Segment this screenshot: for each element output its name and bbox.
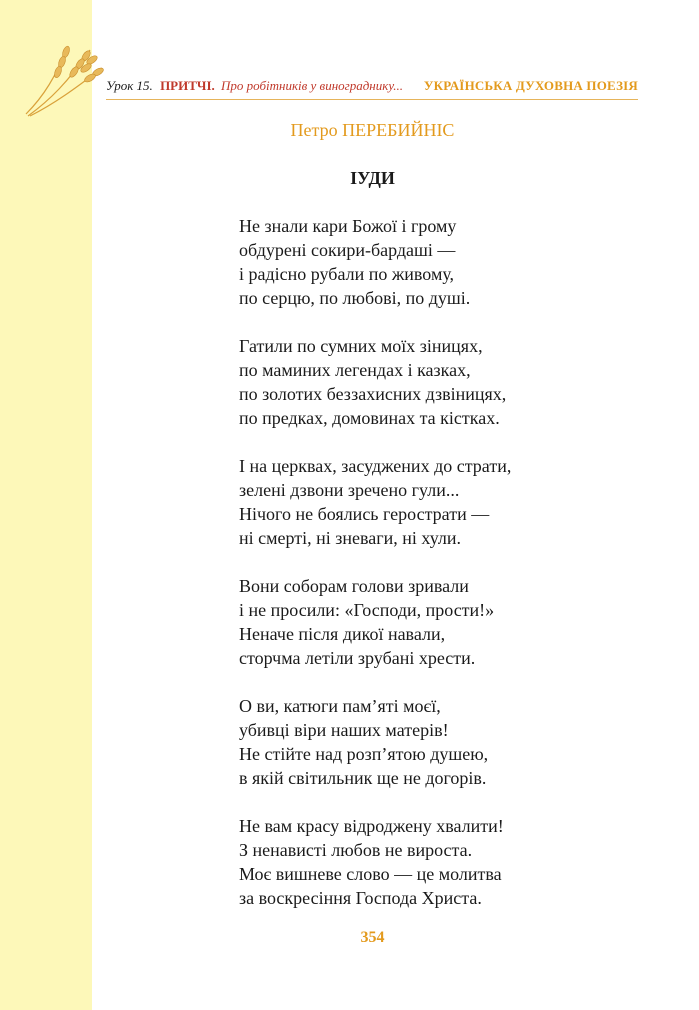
poem-line: Моє вишневе слово — це молитва — [239, 864, 502, 884]
section-title: УКРАЇНСЬКА ДУХОВНА ПОЕЗІЯ — [423, 78, 638, 93]
poem-body — [239, 214, 659, 934]
page-header — [106, 78, 638, 100]
header-divider — [106, 99, 638, 100]
poem-line: зелені дзвони зречено гули... — [239, 480, 460, 500]
stanza — [239, 214, 659, 310]
poem-line: по золотих беззахисних дзвіницях, — [239, 384, 507, 404]
stanza — [239, 694, 659, 790]
poem-line: Гатили по сумних моїх зіницях, — [239, 336, 483, 356]
stanza — [239, 814, 659, 910]
poem-line: Не знали кари Божої і грому — [239, 216, 457, 236]
poem-line: Неначе після дикої навали, — [239, 624, 446, 644]
poem-line: ні смерті, ні зневаги, ні хули. — [239, 528, 462, 548]
poem-line: по предках, домовинах та кістках. — [239, 408, 500, 428]
stanza — [239, 454, 659, 550]
poem-line: обдурені сокири-бардаші — — [239, 240, 456, 260]
stanza — [239, 574, 659, 670]
poem-line: Не стійте над розп’ятою душею, — [239, 744, 489, 764]
poem-line: і радісно рубали по живому, — [239, 264, 455, 284]
poem-line: З ненависті любов не вироста. — [239, 840, 473, 860]
poem-line: О ви, катюги пам’яті моєї, — [239, 696, 441, 716]
poem-line: убивці віри наших матерів! — [239, 720, 449, 740]
poem-line: Вони соборам голови зривали — [239, 576, 469, 596]
poem-title: ІУДИ — [350, 168, 395, 188]
lesson-subtitle: Про робітників у винограднику... — [221, 78, 404, 93]
lesson-topic: ПРИТЧІ. — [160, 78, 215, 93]
poem-line: і не просили: «Господи, прости!» — [239, 600, 495, 620]
poem-line: Нічого не боялись герострати — — [239, 504, 490, 524]
poem-line: в якій світильник ще не догорів. — [239, 768, 487, 788]
poem-line: сторчма летіли зрубані хрести. — [239, 648, 476, 668]
poem-author: Петро ПЕРЕБИЙНІС — [290, 120, 455, 140]
poem-line: за воскресіння Господа Христа. — [239, 888, 482, 908]
lesson-number: Урок 15. — [106, 78, 153, 93]
stanza — [239, 334, 659, 430]
poem-line: Не вам красу відроджену хвалити! — [239, 816, 504, 836]
wheat-icon — [20, 40, 110, 120]
poem-line: І на церквах, засуджених до страти, — [239, 456, 512, 476]
margin-strip — [0, 0, 92, 1010]
poem-line: по маминих легендах і казках, — [239, 360, 471, 380]
page-number: 354 — [360, 929, 385, 946]
poem-line: по серцю, по любові, по душі. — [239, 288, 471, 308]
